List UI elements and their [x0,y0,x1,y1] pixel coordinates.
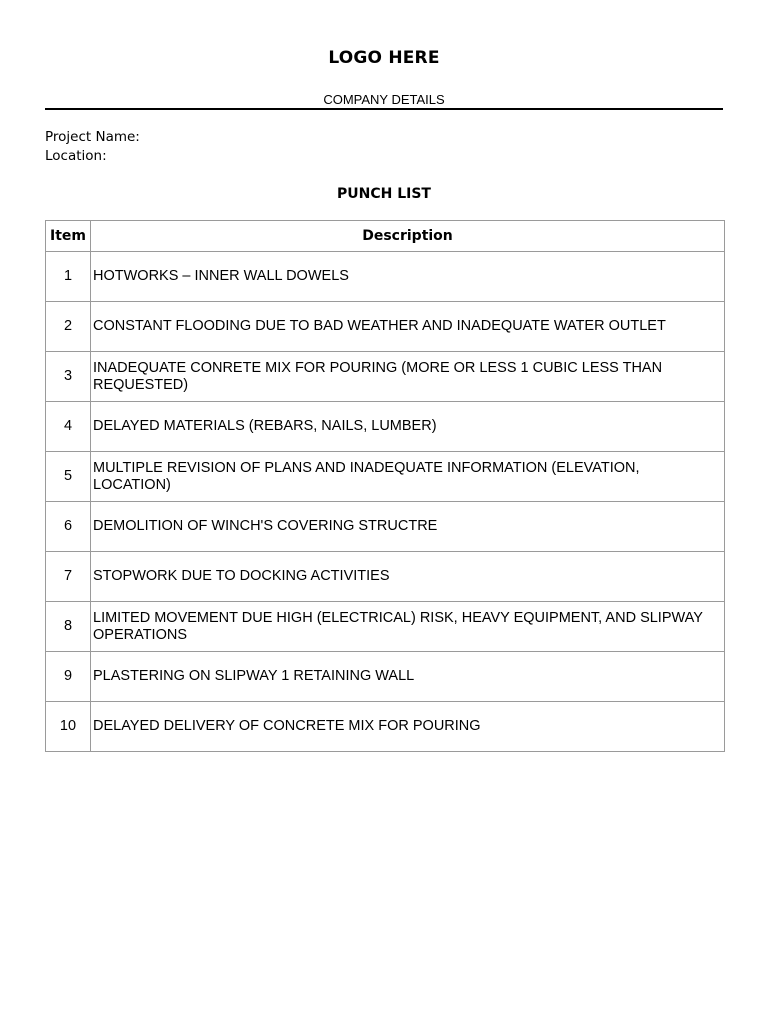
item-number: 3 [46,352,91,402]
punch-list-title: PUNCH LIST [337,186,431,202]
item-description: STOPWORK DUE TO DOCKING ACTIVITIES [91,552,725,602]
table-row [46,502,725,552]
item-description: DELAYED MATERIALS (REBARS, NAILS, LUMBER) [91,402,725,452]
table-row [46,452,725,502]
item-number: 10 [46,702,91,752]
table-row [46,302,725,352]
item-description: DEMOLITION OF WINCH'S COVERING STRUCTRE [91,502,725,552]
item-number: 2 [46,302,91,352]
description-column-header: Description [91,221,725,252]
item-description: CONSTANT FLOODING DUE TO BAD WEATHER AND INADEQUATE WATER OUTLET [91,302,725,352]
item-description: MULTIPLE REVISION OF PLANS AND INADEQUATE INFORMATION (ELEVATION, LOCATION) [91,452,725,502]
location-label: Location: [45,148,107,164]
item-description: PLASTERING ON SLIPWAY 1 RETAINING WALL [91,652,725,702]
table-row [46,702,725,752]
table-row [46,552,725,602]
company-details: COMPANY DETAILS [323,92,445,107]
table-row [46,402,725,452]
item-number: 4 [46,402,91,452]
item-number: 1 [46,252,91,302]
item-column-header: Item [46,221,91,252]
header-divider [45,108,723,110]
item-description: INADEQUATE CONRETE MIX FOR POURING (MORE OR LESS 1 CUBIC LESS THAN REQUESTED) [91,352,725,402]
item-number: 6 [46,502,91,552]
table-row [46,602,725,652]
logo-placeholder: LOGO HERE [328,48,440,68]
item-number: 7 [46,552,91,602]
item-number: 8 [46,602,91,652]
item-number: 9 [46,652,91,702]
project-name-label: Project Name: [45,129,140,145]
punch-list-table [45,220,725,752]
table-row [46,352,725,402]
table-row [46,652,725,702]
item-description: HOTWORKS – INNER WALL DOWELS [91,252,725,302]
item-number: 5 [46,452,91,502]
table-header-row [46,221,725,252]
table-row [46,252,725,302]
item-description: DELAYED DELIVERY OF CONCRETE MIX FOR POURING [91,702,725,752]
item-description: LIMITED MOVEMENT DUE HIGH (ELECTRICAL) RISK, HEAVY EQUIPMENT, AND SLIPWAY OPERATIONS [91,602,725,652]
